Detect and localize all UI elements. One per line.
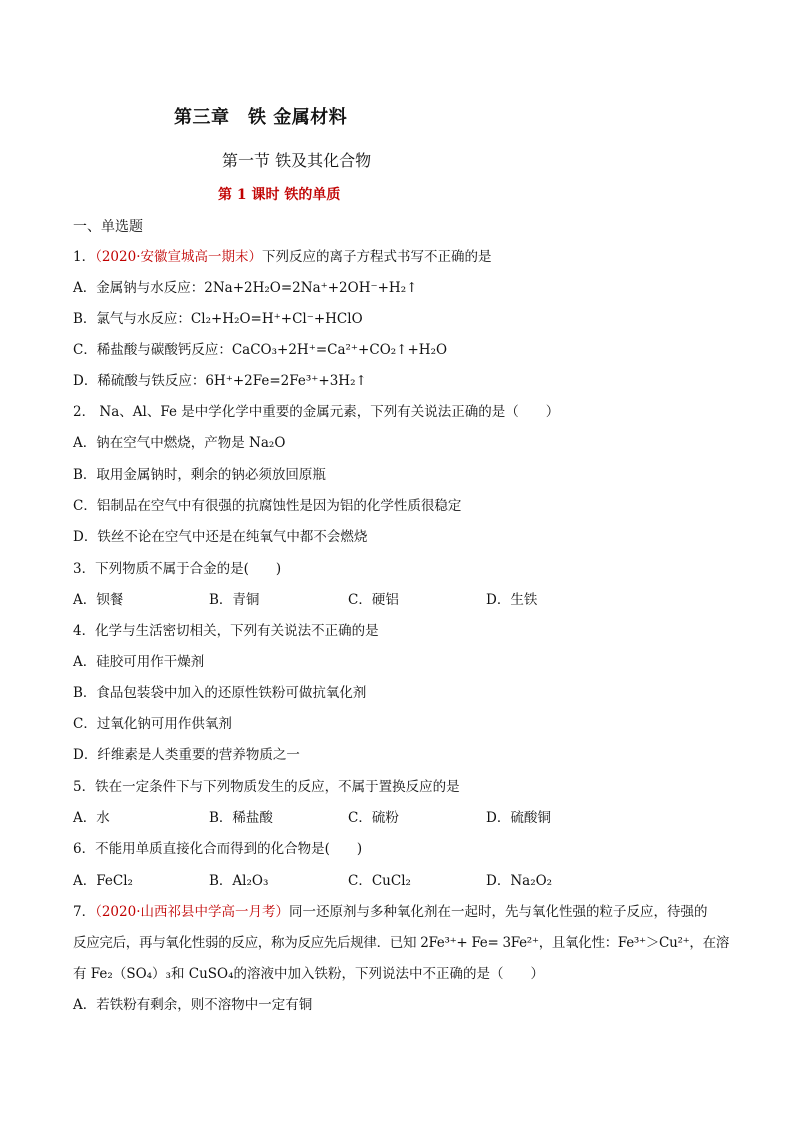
- q3-option-a: A．钡餐: [73, 592, 124, 608]
- question-1: [73, 248, 492, 266]
- q4-option-d: D．纤维素是人类重要的营养物质之一: [73, 747, 300, 763]
- q3-option-c: C．硬铝: [348, 592, 399, 608]
- q5-option-a: A．水: [73, 810, 110, 826]
- lesson-title: 第 1 课时 铁的单质: [218, 187, 341, 203]
- q4-option-a: A．硅胶可用作干燥剂: [73, 654, 205, 670]
- q5-option-d: D．硫酸铜: [486, 810, 551, 826]
- q2-option-c: C．铝制品在空气中有很强的抗腐蚀性是因为铝的化学性质很稳定: [73, 498, 462, 514]
- question-4: 4．化学与生活密切相关，下列有关说法不正确的是: [73, 623, 379, 639]
- q7-option-a: A．若铁粉有剩余，则不溶物中一定有铜: [73, 997, 313, 1013]
- q2-option-b: B．取用金属钠时，剩余的钠必须放回原瓶: [73, 467, 326, 483]
- question-6: 6．不能用单质直接化合而得到的化合物是( ): [73, 841, 363, 857]
- chapter-title: 第三章 铁 金属材料: [174, 107, 348, 128]
- q1-option-b: B．氯气与水反应：Cl₂+H₂O=H⁺+Cl⁻+HClO: [73, 311, 363, 327]
- q2-option-d: D．铁丝不论在空气中还是在纯氧气中都不会燃烧: [73, 529, 368, 545]
- q6-option-c: C．CuCl₂: [348, 873, 411, 889]
- q4-option-b: B．食品包装袋中加入的还原性铁粉可做抗氧化剂: [73, 685, 367, 701]
- section-title: 第一节 铁及其化合物: [222, 151, 372, 170]
- question-7: [73, 903, 708, 921]
- question-3: 3．下列物质不属于合金的是( ): [73, 561, 282, 577]
- question-2: 2． Na、Al、Fe 是中学化学中重要的金属元素，下列有关说法正确的是（ ）: [73, 404, 560, 420]
- question-number: 1．: [73, 249, 96, 265]
- question-5: 5．铁在一定条件下与下列物质发生的反应，不属于置换反应的是: [73, 779, 460, 795]
- q6-option-a: A．FeCl₂: [73, 873, 133, 889]
- question-stem: 下列反应的离子方程式书写不正确的是: [262, 249, 492, 265]
- part-heading: 一、单选题: [73, 219, 143, 235]
- q6-option-b: B．Al₂O₃: [209, 873, 269, 889]
- q3-option-d: D．生铁: [486, 592, 538, 608]
- q6-option-d: D．Na₂O₂: [486, 873, 553, 889]
- q2-option-a: A．钠在空气中燃烧，产物是 Na₂O: [73, 435, 286, 451]
- q1-option-d: D．稀硫酸与铁反应：6H⁺+2Fe=2Fe³⁺+3H₂↑: [73, 373, 367, 389]
- q1-option-a: A．金属钠与水反应：2Na+2H₂O=2Na⁺+2OH⁻+H₂↑: [73, 280, 418, 296]
- q1-option-c: C．稀盐酸与碳酸钙反应：CaCO₃+2H⁺=Ca²⁺+CO₂↑+H₂O: [73, 342, 448, 358]
- q7-stem-line-2: 反应完后，再与氧化性弱的反应，称为反应先后规律．已知 2Fe³⁺+ Fe= 3Fe²⁺，且氧化性：Fe³⁺＞Cu²⁺，在溶: [73, 935, 730, 951]
- question-number: 7．: [73, 904, 96, 920]
- question-stem: 同一还原剂与多种氧化剂在一起时，先与氧化性强的粒子反应，待强的: [289, 904, 708, 920]
- q4-option-c: C．过氧化钠可用作供氧剂: [73, 716, 232, 732]
- q7-stem-line-3: 有 Fe₂（SO₄）₃和 CuSO₄的溶液中加入铁粉，下列说法中不正确的是（ ）: [73, 966, 545, 982]
- q5-option-c: C．硫粉: [348, 810, 399, 826]
- q3-option-b: B．青铜: [209, 592, 260, 608]
- question-source: （2020·安徽宣城高一期末）: [95, 249, 262, 265]
- q5-option-b: B．稀盐酸: [209, 810, 273, 826]
- question-source: （2020·山西祁县中学高一月考）: [95, 904, 289, 920]
